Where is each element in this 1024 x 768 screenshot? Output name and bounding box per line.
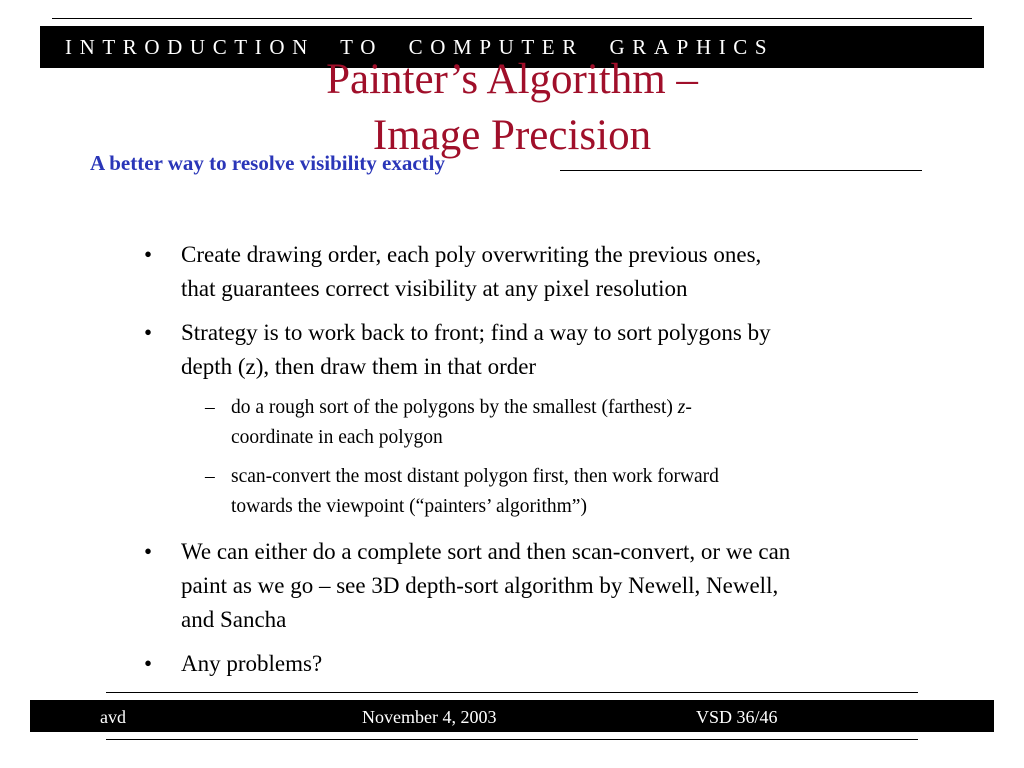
slide-subtitle: A better way to resolve visibility exactly [90,151,445,175]
bullet-marker: • [144,651,153,676]
footer-date: November 4, 2003 [362,707,497,727]
bullet-marker: • [144,320,153,345]
slide-title: Painter’s Algorithm – Image Precision [326,56,698,159]
bullet-text: Strategy is to work back to front; find a way to sort polygons by depth (z), then draw them in that order [181,320,771,379]
footer-rule-bottom [106,739,918,740]
bullet-marker: • [144,539,153,564]
bullet-text: Create drawing order, each poly overwriting the previous ones, that guarantees correct visibility at any pixel resolution [181,242,762,301]
bullet-marker: • [144,242,153,267]
footer-bar [30,700,994,732]
footer-rule-top [106,692,918,693]
sub-bullet-italic-z: z [677,397,686,418]
sub-bullet-marker: – [205,397,215,418]
sub-bullet-text-start: do a rough sort of the polygons by the smallest (farthest) [231,397,678,418]
sub-bullet-text: scan-convert the most distant polygon first, then work forward towards the viewpoint (“painters’ algorithm”) [231,466,719,517]
sub-bullet-marker: – [205,466,215,487]
footer-page-number: VSD 36/46 [696,707,778,727]
course-title: INTRODUCTION TO COMPUTER GRAPHICS [65,35,775,59]
footer-author: avd [100,707,126,727]
bullet-text: We can either do a complete sort and then scan-convert, or we can paint as we go – see 3D depth-sort algorithm by Newell, Newell, and Sancha [181,539,791,632]
sub-bullet-text [231,393,692,453]
bullet-text: Any problems? [181,651,323,676]
sub-bullet-text-end: - coordinate in each polygon [231,397,692,448]
